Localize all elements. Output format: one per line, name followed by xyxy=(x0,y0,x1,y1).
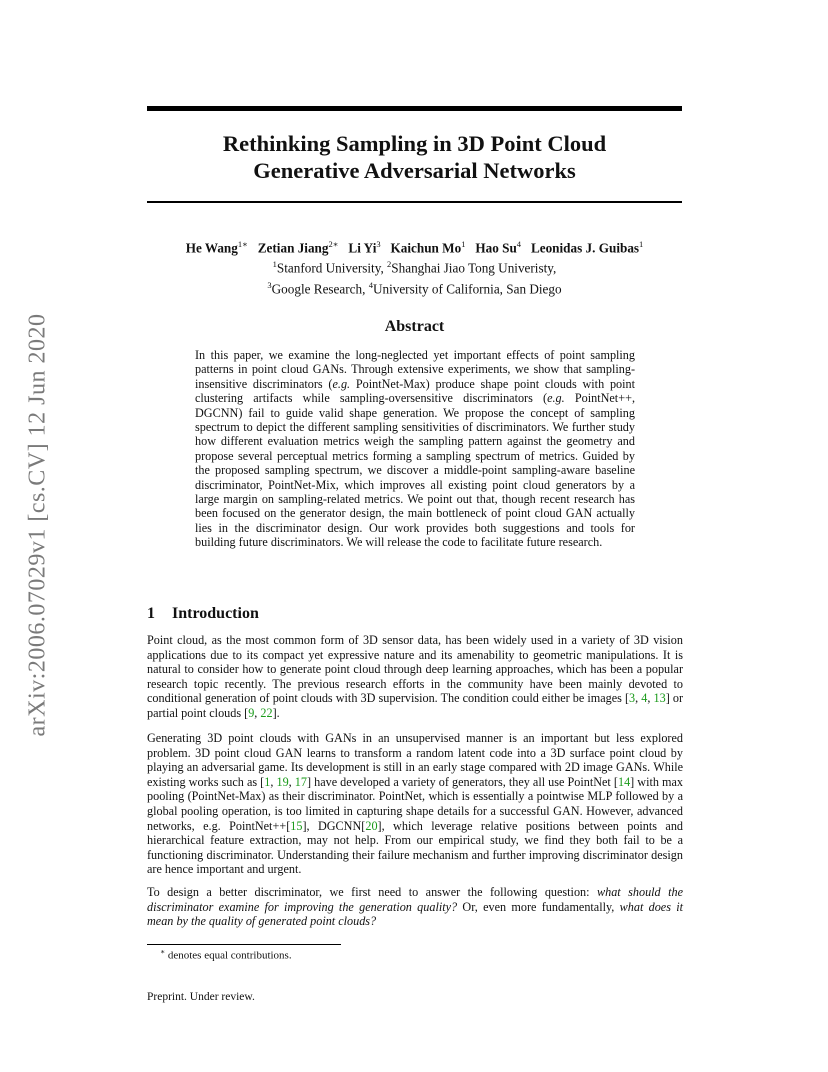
title-bottom-rule xyxy=(147,201,682,203)
paragraph-text: ]. xyxy=(272,705,280,720)
paragraph-1: Point cloud, as the most common form of 3D sensor data, has been widely used in a variety of 3D vision applications due to its compact yet expressive nature and its amenability to geometric manipulations. It is natural to consider how to generate point cloud through deep learning approaches, which has been a popular research topic recently. The previous research efforts in the community have been mainly devoted to conditional generation of point clouds with 3D supervision. The condition could either be images [3, 4, 13] or partial point clouds [9, 22]. xyxy=(147,633,684,720)
author-name: Kaichun Mo xyxy=(390,240,462,256)
footnote-rule xyxy=(147,944,341,945)
affiliation: Stanford University, xyxy=(276,260,388,276)
preprint-notice: Preprint. Under review. xyxy=(147,991,255,1003)
paragraph-2: Generating 3D point clouds with GANs in an unsupervised manner is an important but less explored problem. 3D point cloud GAN learns to transform a random latent code into a 3D surface point cloud by playing an adversarial game. Its development is still in an early stage compared with 2D image GANs. While existing works such as [1, 19, 17] have developed a variety of generators, they all use PointNet [14] with max pooling (PointNet-Max) as their discriminator. PointNet, which is essentially a pointwise MLP followed by a global pooling operation, is too limited in capturing shape details for a successful GAN. However, advanced networks, e.g. PointNet++[15], DGCNN[20], which leverage relative positions between points and hierarchical feature extraction, may not help. From our empirical study, we find they both fail to be a functioning discriminator. Understanding their failure mechanism and further improving discriminator design are hence important and urgent. xyxy=(147,731,684,877)
title-line-2: Generative Adversarial Networks xyxy=(253,158,576,183)
author-name: Li Yi xyxy=(348,240,377,256)
affiliation: University of California, San Diego xyxy=(372,281,562,297)
paragraph-text: ], which leverage relative positions between points and hierarchical feature extraction, may not help. From our empirical study, we find they both fail to be a functioning discriminator. Understanding their failure mechanism and further improving discriminator design are hence important and urgent. xyxy=(147,818,684,877)
citation-link[interactable]: 9 xyxy=(248,705,255,720)
citation-link[interactable]: 19 xyxy=(276,774,289,789)
paragraph-text: ] with max pooling (PointNet-Max) as their discriminator. PointNet, which is essentially a pointwise MLP followed by a global pooling operation, is too limited in capturing shape details for a successful GAN. However, advanced networks, e.g. PointNet++[ xyxy=(147,774,684,833)
paragraph-text: To design a better discriminator, we first need to answer the following question: xyxy=(147,885,597,899)
citation-link[interactable]: 4 xyxy=(641,691,648,706)
footnote xyxy=(160,947,292,962)
citation-link[interactable]: 15 xyxy=(290,818,303,833)
paragraph-3 xyxy=(147,885,683,929)
author-sup: 1 xyxy=(639,239,644,249)
footnote-text: denotes equal contributions. xyxy=(165,949,292,962)
author-sup: 1 xyxy=(461,239,466,249)
author-name: Leonidas J. Guibas xyxy=(530,240,640,256)
section-number: 1 xyxy=(147,605,155,622)
author-name: Zetian Jiang xyxy=(257,240,329,256)
author-block xyxy=(147,236,682,297)
section-heading xyxy=(147,605,259,623)
author-sup: 4 xyxy=(516,239,522,249)
section-title: Introduction xyxy=(172,605,259,622)
abstract-italic: e.g. xyxy=(547,391,565,406)
title-line-1: Rethinking Sampling in 3D Point Cloud xyxy=(222,131,607,156)
author-sup: 2∗ xyxy=(328,239,339,249)
paragraph-text: ] have developed a variety of generators, they all use PointNet [ xyxy=(306,774,618,789)
title-top-rule xyxy=(147,106,682,111)
author-sup: 3 xyxy=(376,239,381,249)
affiliation-sup: 3 xyxy=(267,279,272,290)
affiliation-sup: 1 xyxy=(272,259,277,270)
affiliation: Google Research, xyxy=(271,281,369,297)
paper-title xyxy=(147,130,682,184)
paragraph-text: Point cloud, as the most common form of 3D sensor data, has been widely used in a variety of 3D vision applications due to its compact yet expressive nature and its amenability to geometric manipulations. It is natural to consider how to generate point cloud through deep learning approaches, which has been a popular research topic recently. The previous research efforts in the community have been mainly devoted to conditional generation of point clouds with 3D supervision. The condition could either be images [ xyxy=(147,633,683,706)
abstract-segment: PointNet-Max) produce shape point clouds with point clustering artifacts while sampling-oversensitive discriminators ( xyxy=(195,376,636,406)
arxiv-identifier: arXiv:2006.07029v1 [cs.CV] 12 Jun 2020 xyxy=(24,313,51,737)
affiliation-sup: 4 xyxy=(368,279,373,290)
abstract-heading: Abstract xyxy=(384,318,445,335)
affiliation: Shanghai Jiao Tong Univeristy, xyxy=(391,260,557,276)
paragraph-text: ] or partial point clouds [ xyxy=(147,691,684,720)
citation-link[interactable]: 1 xyxy=(264,774,271,789)
affiliation-line-2 xyxy=(147,277,682,297)
citation-link[interactable]: 22 xyxy=(260,705,273,720)
paragraph-text: Generating 3D point clouds with GANs in an unsupervised manner is an important but less explored problem. 3D point cloud GAN learns to transform a random latent code into a 3D surface point cloud by playing an adversarial game. Its development is still in an early stage compared with 2D image GANs. While existing works such as [ xyxy=(147,731,683,789)
abstract-text xyxy=(195,348,635,550)
author-name: He Wang xyxy=(185,240,238,256)
paragraph-italic: what does it mean by the quality of generated point clouds? xyxy=(147,899,683,929)
citation-link[interactable]: 3 xyxy=(629,691,636,706)
affiliation-sup: 2 xyxy=(387,259,392,270)
abstract-segment: In this paper, we examine the long-neglected yet important effects of point sampling patterns in point cloud GANs. Through extensive experiments, we show that sampling-insensitive discriminators ( xyxy=(195,348,635,391)
abstract-italic: e.g. xyxy=(332,376,351,391)
footnote-mark: ∗ xyxy=(160,947,166,956)
citation-link[interactable]: 20 xyxy=(365,818,378,833)
paragraph-italic: what should the discriminator examine for improving the generation quality? xyxy=(147,885,683,914)
author-name: Hao Su xyxy=(475,240,517,256)
paragraph-text: Or, even more fundamentally, xyxy=(457,899,620,914)
citation-link[interactable]: 14 xyxy=(617,774,631,789)
author-names xyxy=(147,236,682,256)
citation-link[interactable]: 13 xyxy=(653,691,666,706)
paragraph-text: ], DGCNN[ xyxy=(302,818,366,833)
affiliation-line-1 xyxy=(147,256,682,276)
citation-link[interactable]: 17 xyxy=(294,774,307,789)
abstract-segment: PointNet++, DGCNN) fail to guide valid shape generation. We propose the concept of sampling spectrum to depict the different sampling sensitivities of discriminators. We further study how different evaluation metrics weigh the sampling pattern against the geometry and propose several perceptual metrics forming a sampling spectrum of metrics. Guided by the proposed sampling spectrum, we discover a middle-point sampling-aware baseline discriminator, PointNet-Mix, which improves all existing point cloud generators by a large margin on sampling-related metrics. We point out that, though recent research has been focused on the generator design, the main bottleneck of point cloud GAN actually lies in the discriminator design. Our work provides both suggestions and tools for building future discriminators. We will release the code to facilitate future research. xyxy=(195,391,635,550)
author-sup: 1∗ xyxy=(237,239,248,249)
